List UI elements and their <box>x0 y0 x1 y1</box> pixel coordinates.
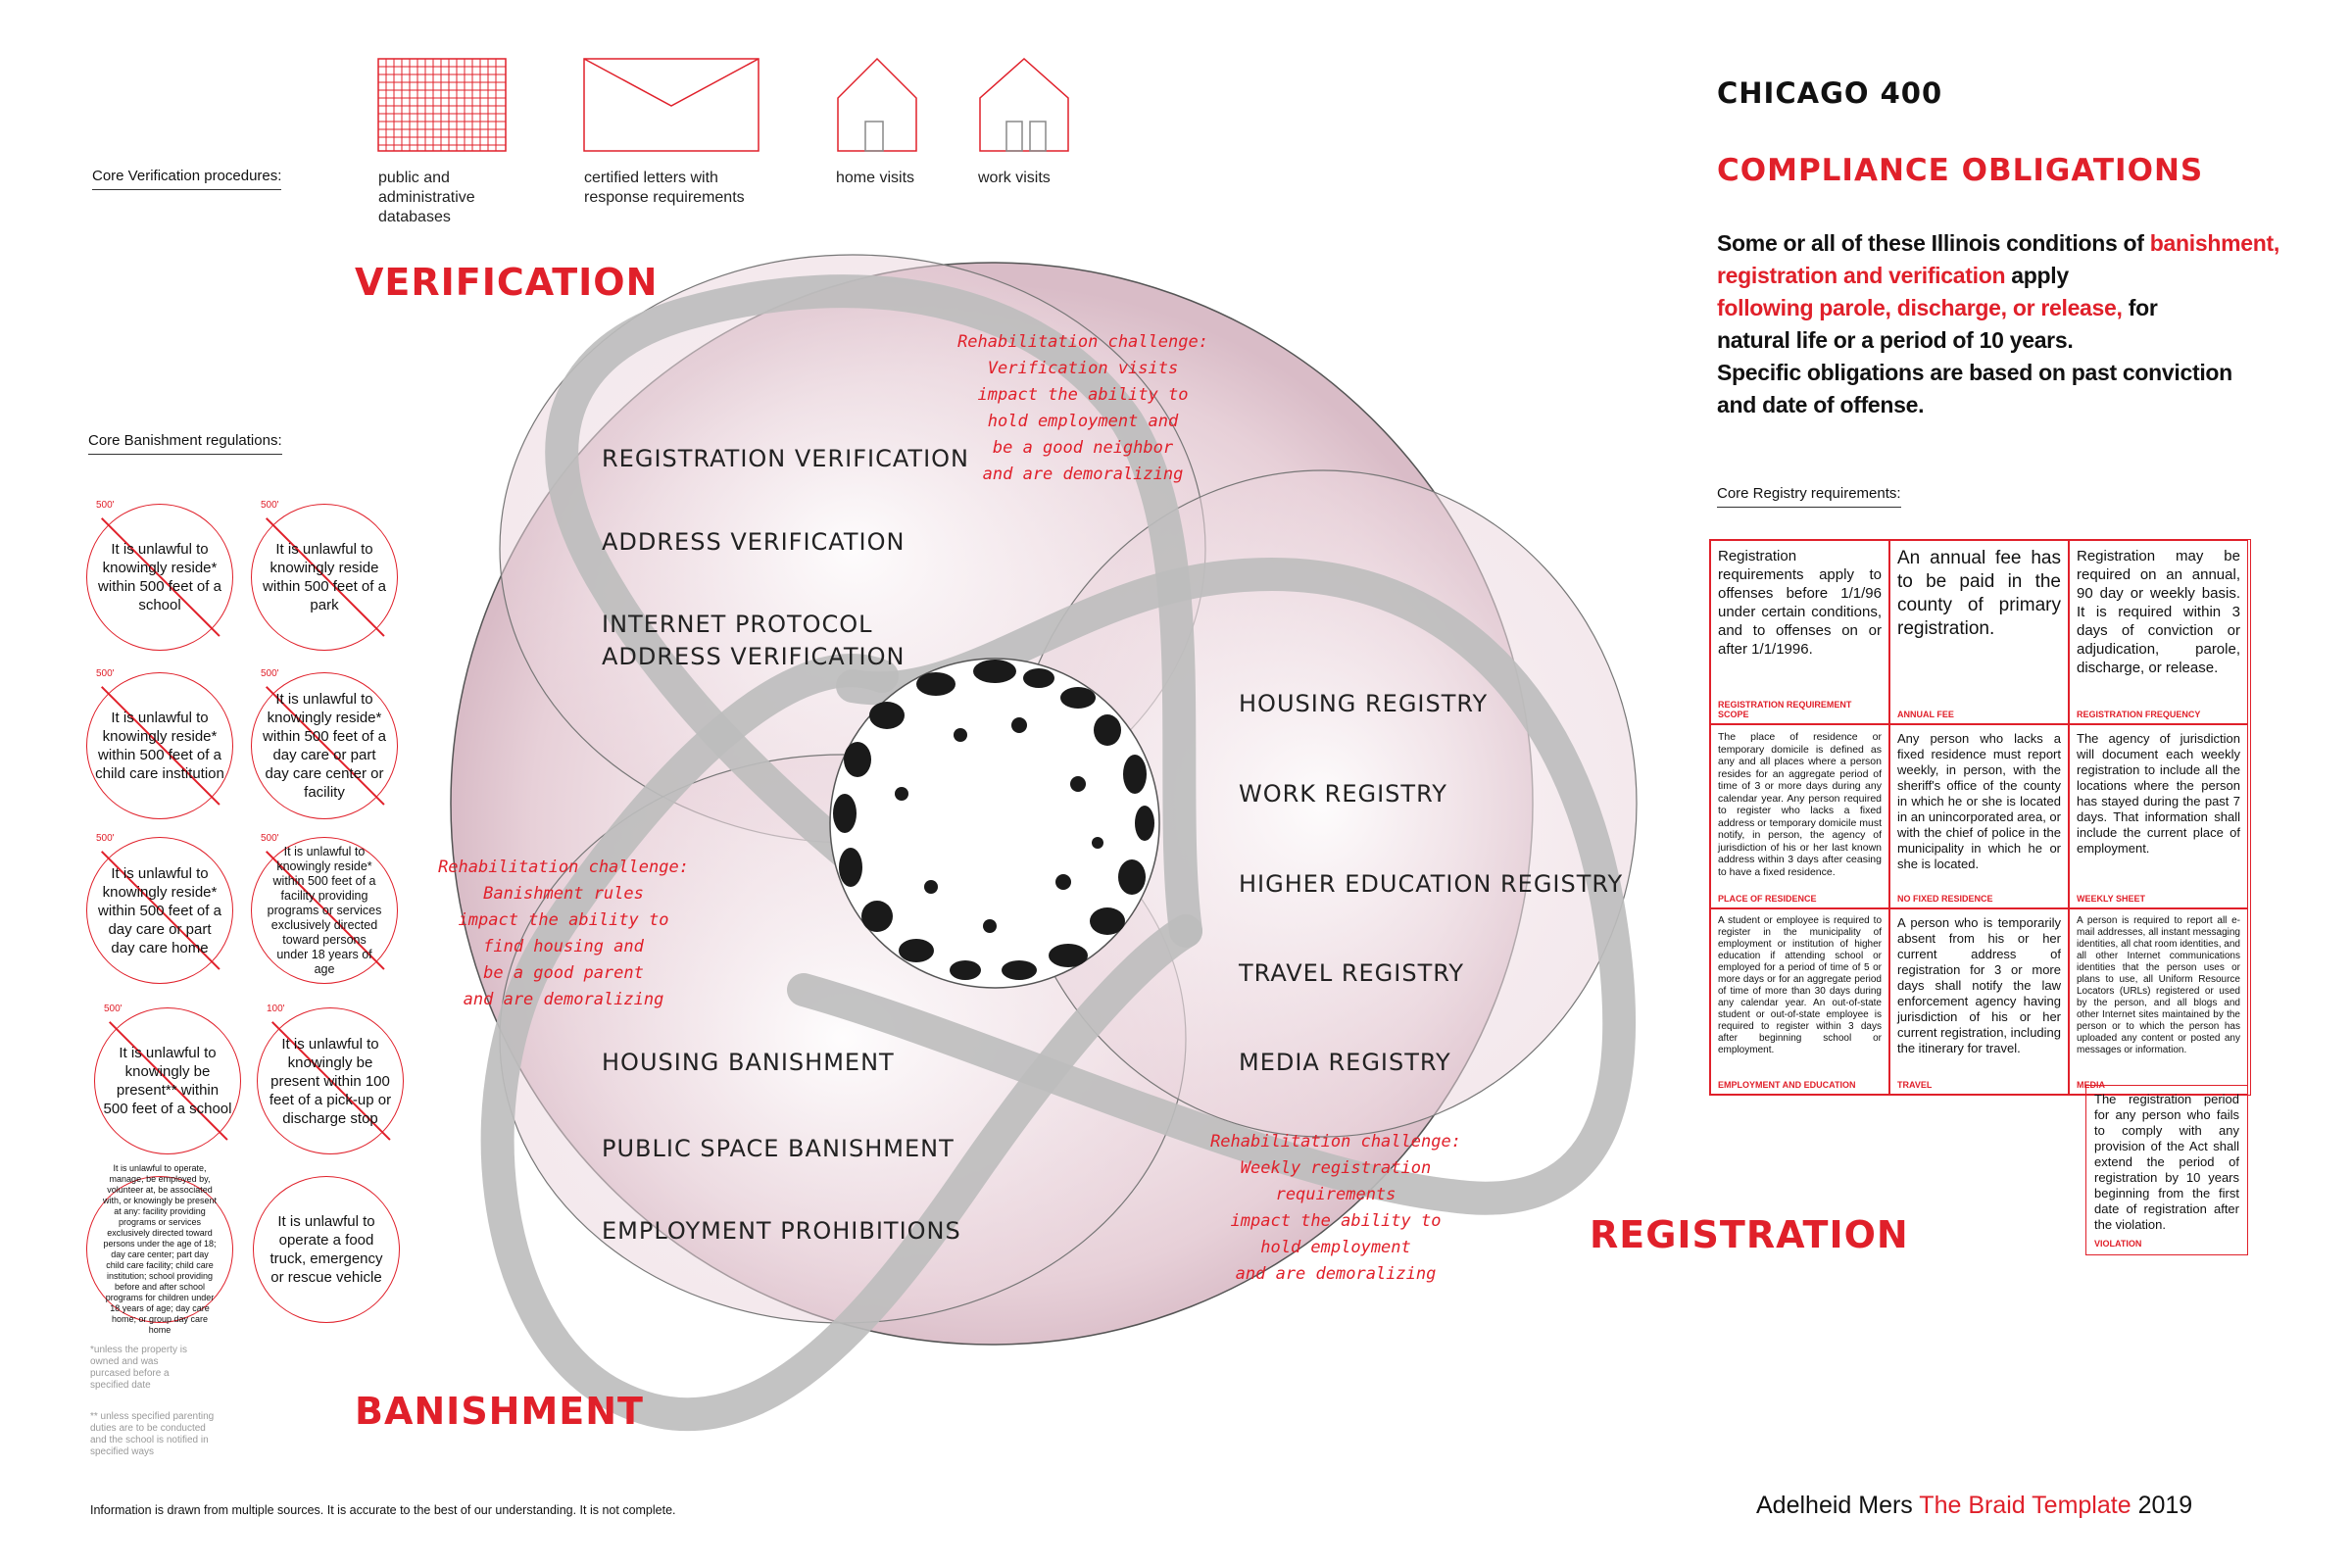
banishment-rule-school: It is unlawful to knowingly reside* within 500 feet of a school <box>86 504 233 651</box>
verification-procedures-label: Core Verification procedures: <box>92 167 281 190</box>
envelope-icon <box>584 59 759 151</box>
registry-item: MEDIA REGISTRY <box>1239 1049 1451 1076</box>
footnote-ownership: *unless the property is owned and was purcased before a specified date <box>90 1345 187 1391</box>
envelope-caption: certified letters with response requirements <box>584 170 745 206</box>
banishment-rule-park: It is unlawful to knowingly reside within 500 feet of a park <box>251 504 398 651</box>
banishment-challenge: Rehabilitation challenge: Banishment rules impact the ability to find housing and be a good parent and are demoralizing <box>438 858 689 1009</box>
distance-label: 500' <box>96 500 115 511</box>
verification-item: ADDRESS VERIFICATION <box>602 528 906 556</box>
registry-table <box>1709 539 2251 1096</box>
registry-cell: Any person who lacks a fixed residence must report weekly, in person, with the sheriff's office of the county in which he or she is located in an unincorporated area, or with the chief of police in the municipality in which he or she is located. NO FIXED RESIDENCE <box>1889 724 2069 908</box>
registry-cell: Registration requirements apply to offenses before 1/1/96 under certain conditions, and to offenses on or after 1/1/1996. REGISTRATION REQUIREMENT SCOPE <box>1710 540 1889 724</box>
distance-label: 500' <box>261 500 279 511</box>
banishment-regulations-label: Core Banishment regulations: <box>88 431 282 455</box>
work-visits-caption: work visits <box>978 170 1051 186</box>
distance-label: 500' <box>104 1004 122 1014</box>
violation-cell: The registration period for any person who fails to comply with any provision of the Act shall extend the period of registration by 10 years beginning from the first date of registration after the violation. VIOLATION <box>2085 1085 2248 1255</box>
home-visits-caption: home visits <box>836 170 915 186</box>
distance-label: 500' <box>96 668 115 679</box>
registry-item: TRAVEL REGISTRY <box>1239 959 1465 987</box>
verification-challenge: Rehabilitation challenge: Verification visits impact the ability to hold employment and be a good neighbor and are demoralizing <box>957 332 1208 484</box>
banishment-rule-youth-facility: It is unlawful to knowingly reside* within 500 feet of a facility providing programs or services exclusively directed toward persons under 18 years of age <box>251 837 398 984</box>
banishment-rule-pickup-stop: It is unlawful to knowingly be present within 100 feet of a pick-up or discharge stop <box>257 1007 404 1154</box>
verification-title: VERIFICATION <box>355 261 659 304</box>
banishment-rule-day-care-home: It is unlawful to knowingly reside* within 500 feet of a day care or part day care home <box>86 837 233 984</box>
verification-item: REGISTRATION VERIFICATION <box>602 445 969 472</box>
registration-title: REGISTRATION <box>1590 1213 1909 1256</box>
banishment-rule-food-truck: It is unlawful to operate a food truck, emergency or rescue vehicle <box>253 1176 400 1323</box>
registry-cell: A person who is temporarily absent from his or her current address of registration for 3 or more days shall notify the law enforcement agency having jurisdiction of his or her current registration, including the itinerary for travel. TRAVEL <box>1889 908 2069 1095</box>
workplace-icon <box>980 59 1068 151</box>
distance-label: 500' <box>261 668 279 679</box>
page-subtitle: COMPLIANCE OBLIGATIONS <box>1717 153 2204 188</box>
registry-cell: A student or employee is required to register in the municipality of employment or institution of higher education if attending school or employed for a period of time of 5 or more days or for an aggregate period of time of more than 30 days during any calendar year. An out-of-state student or out-of-state employee is required to register within 3 days after beginning school or employment. EMPLOYMENT AND EDUCATION <box>1710 908 1889 1095</box>
banishment-rule-present-school: It is unlawful to knowingly be present** within 500 feet of a school <box>94 1007 241 1154</box>
registry-cell: Registration may be required on an annual, 90 day or weekly basis. It is required within 3 days of conviction or adjudication, parole, discharge, or release. REGISTRATION FREQUENCY <box>2069 540 2248 724</box>
footnote-parenting: ** unless specified parenting duties are to be conducted and the school is notified in specified ways <box>90 1411 215 1457</box>
verification-item: INTERNET PROTOCOL <box>602 611 873 638</box>
verification-item: ADDRESS VERIFICATION <box>602 643 906 670</box>
credit-line: Adelheid Mers The Braid Template 2019 <box>1756 1492 2193 1519</box>
registry-cell: An annual fee has to be paid in the county of primary registration. ANNUAL FEE <box>1889 540 2069 724</box>
disclaimer: Information is drawn from multiple sources. It is accurate to the best of our understanding. It is not complete. <box>90 1503 676 1517</box>
banishment-item: EMPLOYMENT PROHIBITIONS <box>602 1217 961 1245</box>
intro-paragraph: Some or all of these Illinois conditions of banishment, registration and verification apply following parole, discharge, or release, for natural life or a period of 10 years. Specific obligations are based on past conviction and date of offense. <box>1717 230 2279 417</box>
distance-label: 500' <box>261 833 279 844</box>
registration-challenge: Rehabilitation challenge: Weekly registration requirements impact the ability to hold employment and are demoralizing <box>1210 1132 1461 1284</box>
page-title: CHICAGO 400 <box>1717 76 1943 110</box>
databases-icon <box>378 59 506 151</box>
banishment-item: HOUSING BANISHMENT <box>602 1049 895 1076</box>
banishment-rule-employment: It is unlawful to operate, manage, be employed by, volunteer at, be associated with, or knowingly be present at any: facility providing programs or services exclusively directed toward persons under the age of 18; day care center; part day child care facility; child care institution; school providing before and after school programs for children under 18 years of age; day care home; or group day care home <box>86 1176 233 1323</box>
registry-item: HOUSING REGISTRY <box>1239 690 1489 717</box>
registry-requirements-label: Core Registry requirements: <box>1717 484 1901 508</box>
registry-cell: A person is required to report all e-mail addresses, all instant messaging identities, all chat room identities, and all other Internet communications identities that the person uses or plans to use, all Uniform Resource Locators (URLs) registered or used by the person, and all blogs and other Internet sites maintained by the person or to which the person has uploaded any content or posted any messages or information. MEDIA <box>2069 908 2248 1095</box>
registry-cell: The agency of jurisdiction will document each weekly registration to include all the locations where the person has stayed during the past 7 days. That information shall include the current place of employment. WEEKLY SHEET <box>2069 724 2248 908</box>
registry-item: HIGHER EDUCATION REGISTRY <box>1239 870 1624 898</box>
banishment-title: BANISHMENT <box>355 1390 644 1433</box>
banishment-rule-child-care: It is unlawful to knowingly reside* within 500 feet of a child care institution <box>86 672 233 819</box>
databases-caption: public and administrative databases <box>378 170 475 225</box>
house-icon <box>838 59 916 151</box>
registry-item: WORK REGISTRY <box>1239 780 1447 808</box>
banishment-item: PUBLIC SPACE BANISHMENT <box>602 1135 955 1162</box>
registry-cell: The place of residence or temporary domicile is defined as any and all places where a person resides for an aggregate period of time of 3 or more days during any calendar year. Any person required to register who lacks a fixed address or temporary domicile must notify, in person, the agency of jurisdiction of his or her last known address within 3 days after ceasing to have a fixed residence. PLACE OF RESIDENCE <box>1710 724 1889 908</box>
distance-label: 500' <box>96 833 115 844</box>
banishment-rule-day-care-center: It is unlawful to knowingly reside* within 500 feet of a day care or part day care center or facility <box>251 672 398 819</box>
distance-label: 100' <box>267 1004 285 1014</box>
